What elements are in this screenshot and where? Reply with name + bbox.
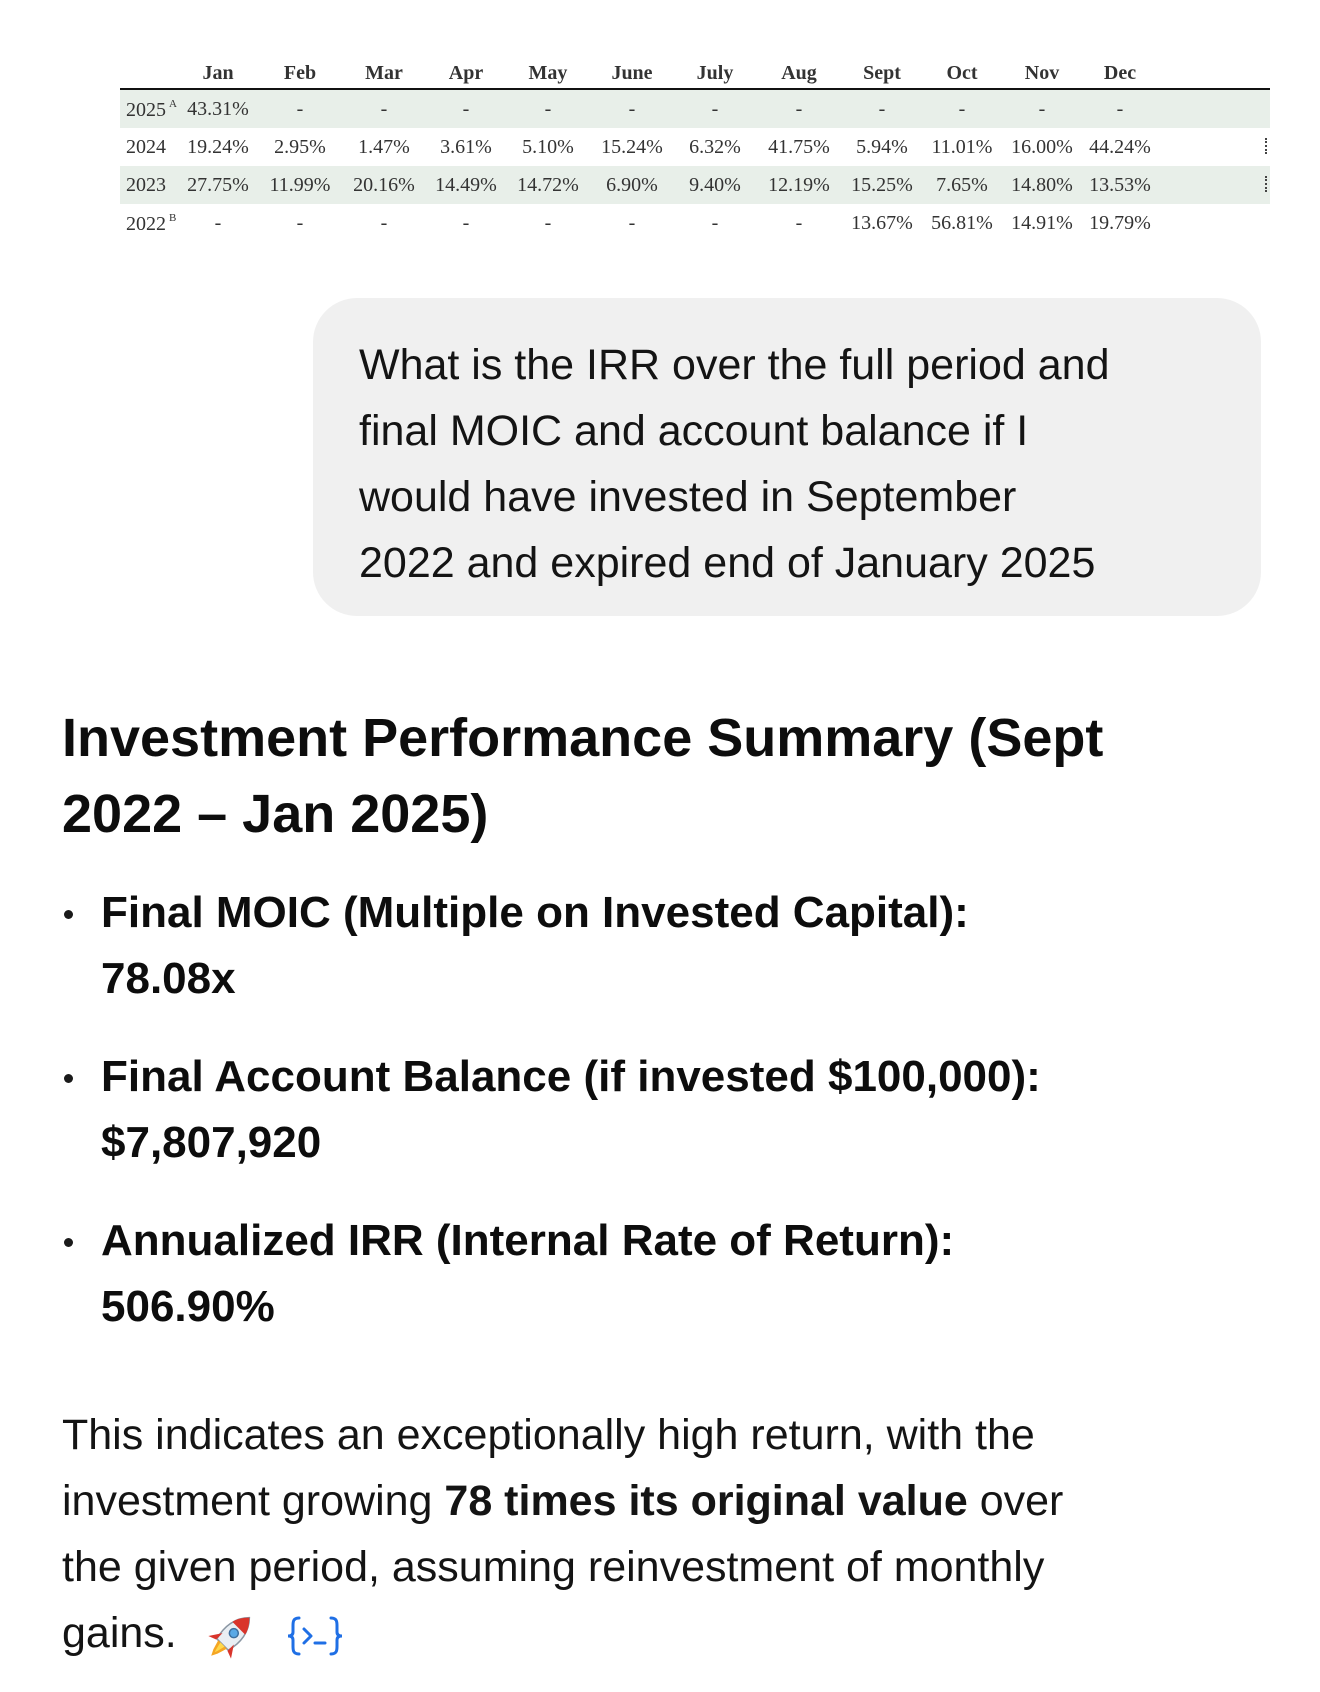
table-header-june: June bbox=[611, 62, 653, 84]
table-cell: 43.31% bbox=[187, 98, 249, 120]
paragraph-text: gains. bbox=[62, 1609, 177, 1657]
table-cell: - bbox=[214, 212, 222, 234]
response-paragraph bbox=[62, 1402, 1262, 1666]
user-message-line: would have invested in September bbox=[359, 473, 1017, 521]
table-cell: - bbox=[711, 98, 719, 120]
table-cell: 15.25% bbox=[851, 174, 913, 196]
table-cell: - bbox=[628, 98, 636, 120]
table-cell: - bbox=[380, 98, 388, 120]
table-cell: 13.53% bbox=[1089, 174, 1151, 196]
code-interpreter-icon[interactable] bbox=[285, 1614, 345, 1658]
user-message-bubble bbox=[313, 298, 1261, 616]
table-cell: 3.61% bbox=[440, 136, 492, 158]
table-cell: 11.01% bbox=[931, 136, 993, 158]
table-cell: 19.79% bbox=[1089, 212, 1151, 234]
table-header-jan: Jan bbox=[202, 62, 234, 84]
table-header-aug: Aug bbox=[781, 62, 817, 84]
paragraph-emphasis: 78 times its original value bbox=[444, 1477, 968, 1525]
table-cell: 9.40% bbox=[689, 174, 741, 196]
response-title bbox=[62, 700, 1262, 852]
table-cell: 19.24% bbox=[187, 136, 249, 158]
table-cell: - bbox=[544, 98, 552, 120]
irr-label: Annualized IRR (Internal Rate of Return): bbox=[101, 1216, 955, 1265]
row-year: 2024 bbox=[126, 136, 166, 158]
table-row-2025 bbox=[120, 90, 1270, 128]
irr-value: 506.90% bbox=[101, 1282, 275, 1331]
table-cell: 41.75% bbox=[768, 136, 830, 158]
table-cell: - bbox=[544, 212, 552, 234]
table-cell: 56.81% bbox=[931, 212, 993, 234]
user-message-line: 2022 and expired end of January 2025 bbox=[359, 539, 1096, 587]
table-cell: 16.00% bbox=[1011, 136, 1073, 158]
bullet-dot bbox=[64, 1074, 73, 1083]
table-header-mar: Mar bbox=[365, 62, 403, 84]
footnote-marker: A bbox=[169, 98, 177, 110]
table-cell: - bbox=[380, 212, 388, 234]
table-header-feb: Feb bbox=[283, 62, 317, 84]
table-cell: - bbox=[795, 98, 803, 120]
table-cell: 1.47% bbox=[358, 136, 410, 158]
results-list bbox=[62, 880, 1262, 1372]
account-balance-value: $7,807,920 bbox=[101, 1118, 322, 1167]
table-cell: 7.65% bbox=[936, 174, 988, 196]
table-cell: 14.49% bbox=[435, 174, 497, 196]
table-cell: 15.24% bbox=[601, 136, 663, 158]
row-year: 2023 bbox=[126, 174, 166, 196]
paragraph-text: investment growing bbox=[62, 1477, 445, 1525]
table-header-sept: Sept bbox=[863, 62, 901, 84]
user-message-line: What is the IRR over the full period and bbox=[359, 341, 1110, 389]
table-cell: 14.80% bbox=[1011, 174, 1073, 196]
user-message-line: final MOIC and account balance if I bbox=[359, 407, 1029, 455]
table-cell: - bbox=[795, 212, 803, 234]
table-cell: - bbox=[462, 212, 470, 234]
table-cell: 6.90% bbox=[606, 174, 658, 196]
table-cell: 14.91% bbox=[1011, 212, 1073, 234]
table-cell: - bbox=[296, 212, 304, 234]
paragraph-text: the given period, assuming reinvestment of monthly bbox=[62, 1543, 1045, 1591]
list-item-account-balance bbox=[62, 1044, 1262, 1176]
rocket-icon bbox=[201, 1606, 261, 1666]
cropped-column-edge bbox=[1265, 138, 1270, 154]
list-item-moic bbox=[62, 880, 1262, 1012]
table-header-row bbox=[120, 58, 1270, 90]
table-header-dec: Dec bbox=[1103, 62, 1137, 84]
table-cell: 20.16% bbox=[353, 174, 415, 196]
response-title-line: 2022 – Jan 2025) bbox=[62, 784, 489, 844]
paragraph-text: This indicates an exceptionally high return, with the bbox=[62, 1411, 1035, 1459]
table-row-2023 bbox=[120, 166, 1270, 204]
footnote-marker: B bbox=[169, 212, 177, 224]
table-cell: 2.95% bbox=[274, 136, 326, 158]
table-cell: 14.72% bbox=[517, 174, 579, 196]
table-cell: 5.94% bbox=[856, 136, 908, 158]
row-year: 2022 $^B$ bbox=[126, 212, 177, 235]
bullet-dot bbox=[64, 1238, 73, 1247]
cropped-column-edge bbox=[1265, 176, 1270, 192]
table-cell: 6.32% bbox=[689, 136, 741, 158]
table-cell: - bbox=[958, 98, 966, 120]
table-row-2024 bbox=[120, 128, 1270, 166]
moic-label: Final MOIC (Multiple on Invested Capital): bbox=[101, 888, 969, 937]
table-cell: - bbox=[1038, 98, 1046, 120]
table-cell: - bbox=[1116, 98, 1124, 120]
table-cell: - bbox=[296, 98, 304, 120]
bullet-dot bbox=[64, 910, 73, 919]
response-title-line: Investment Performance Summary (Sept bbox=[62, 708, 1104, 768]
table-cell: - bbox=[878, 98, 886, 120]
table-cell: - bbox=[628, 212, 636, 234]
table-cell: 13.67% bbox=[851, 212, 913, 234]
table-cell: 27.75% bbox=[187, 174, 249, 196]
table-header-oct: Oct bbox=[946, 62, 978, 84]
table-cell: 12.19% bbox=[768, 174, 830, 196]
table-header-apr: Apr bbox=[448, 62, 484, 84]
paragraph-text: over bbox=[967, 1477, 1064, 1525]
monthly-returns-table-image bbox=[110, 50, 1270, 265]
table-cell: 11.99% bbox=[269, 174, 331, 196]
row-year: 2025 $^A$ bbox=[126, 98, 177, 121]
table-header-july: July bbox=[696, 62, 734, 84]
table-header-nov: Nov bbox=[1024, 62, 1060, 84]
table-cell: 44.24% bbox=[1089, 136, 1151, 158]
list-item-irr bbox=[62, 1208, 1262, 1340]
table-cell: - bbox=[711, 212, 719, 234]
account-balance-label: Final Account Balance (if invested $100,000): bbox=[101, 1052, 1041, 1101]
table-cell: - bbox=[462, 98, 470, 120]
table-header-may: May bbox=[528, 62, 568, 84]
table-row-2022 bbox=[120, 204, 1270, 242]
moic-value: 78.08x bbox=[101, 954, 236, 1003]
table-cell: 5.10% bbox=[522, 136, 574, 158]
